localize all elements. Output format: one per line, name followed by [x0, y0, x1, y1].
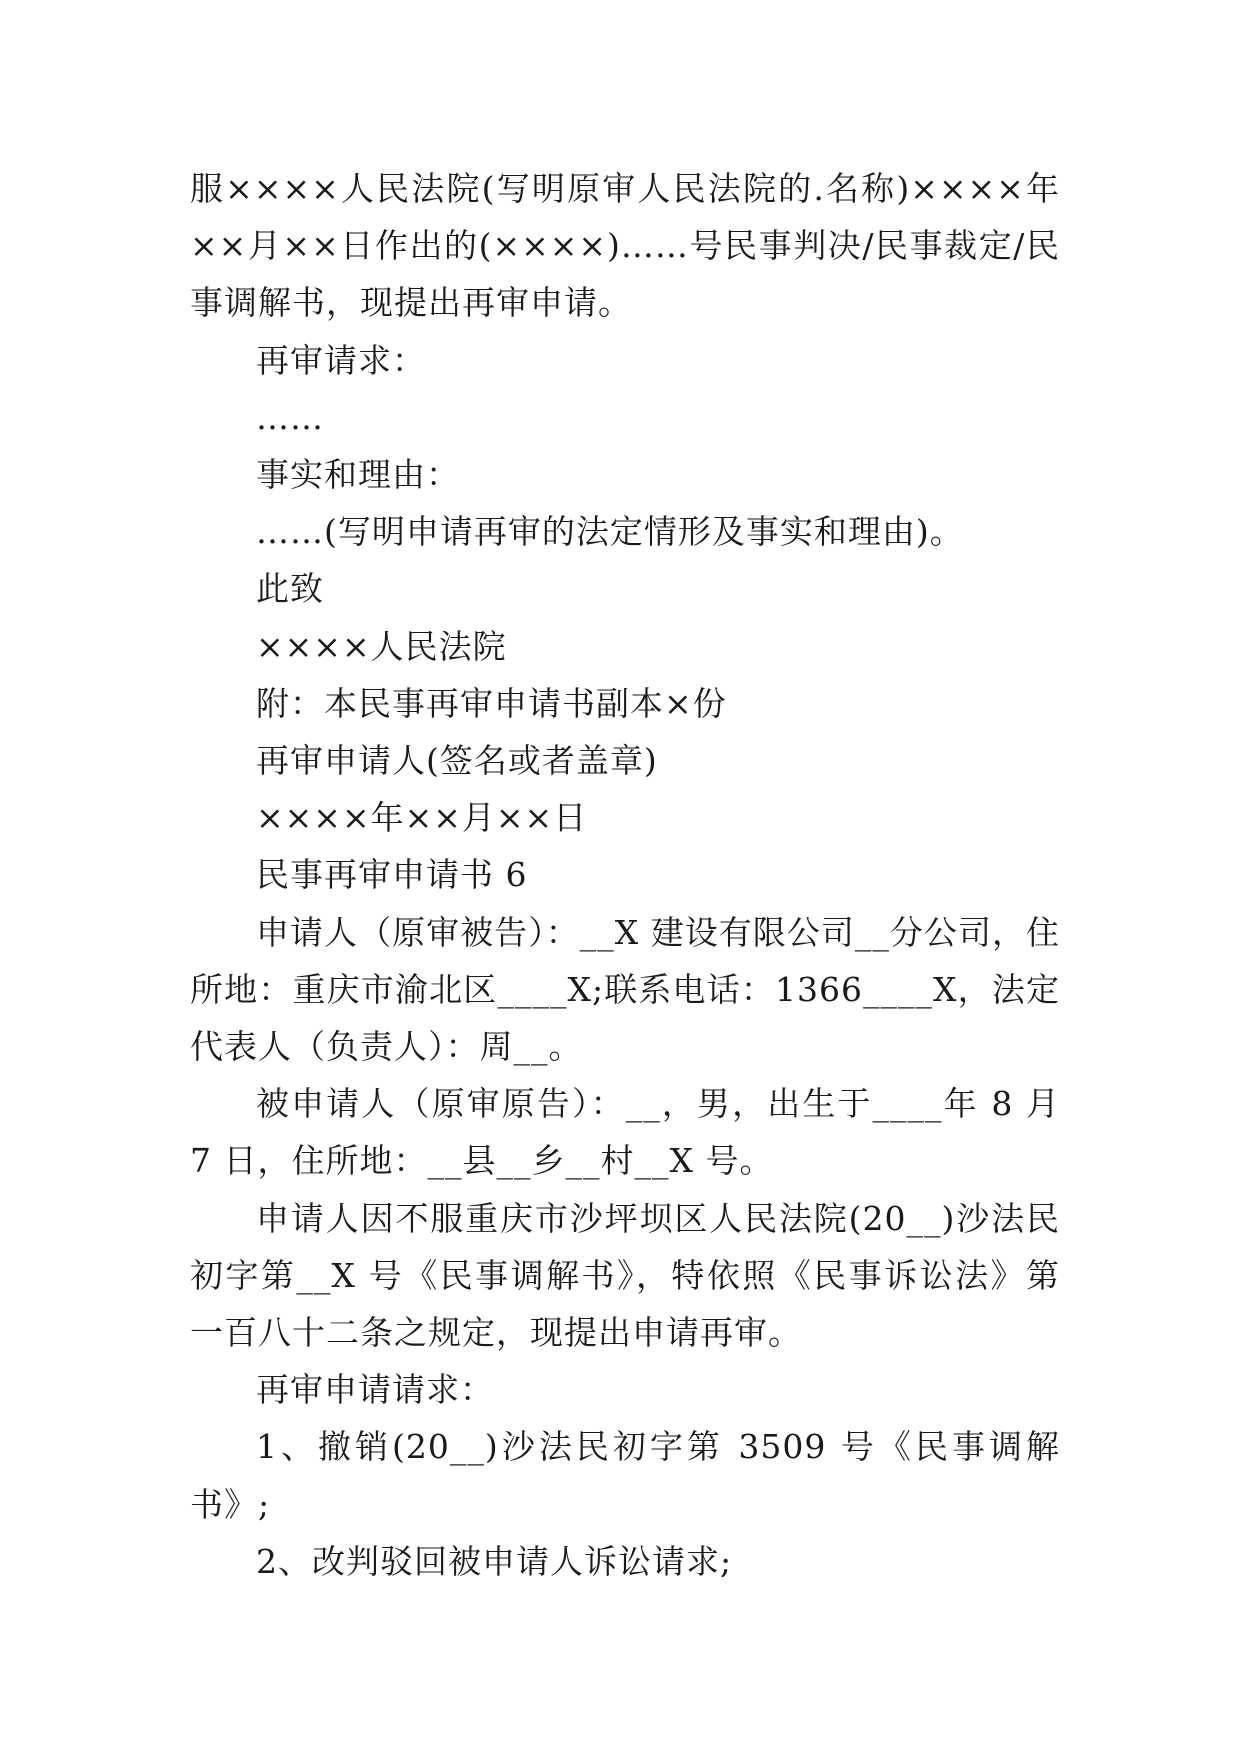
paragraph-respondent: 被申请人（原审原告）：__，男，出生于____年 8 月 7 日，住所地：__县__乡__村__X 号。 [190, 1084, 1072, 1181]
paragraph-salutation: 此致 [256, 569, 324, 609]
paragraph-facts-detail: ……(写明申请再审的法定情形及事实和理由)。 [256, 512, 964, 552]
paragraph-request-item-1: 1、撤销(20__)沙法民初字第 3509 号《民事调解书》; [190, 1427, 1060, 1524]
paragraph-court-name: ××××人民法院 [256, 626, 507, 666]
paragraph-signature: 再审申请人(签名或者盖章) [256, 741, 658, 781]
paragraph-reason: 申请人因不服重庆市沙坪坝区人民法院(20__)沙法民初字第__X 号《民事调解书》，特依照《民事诉讼法》第一百八十二条之规定，现提出申请再审。 [190, 1198, 1060, 1353]
paragraph-facts-heading: 事实和理由： [256, 455, 460, 495]
section-title: 民事再审申请书 6 [256, 855, 528, 895]
paragraph-request-item-2: 2、改判驳回被申请人诉讼请求; [256, 1541, 733, 1581]
paragraph-judgment-reference: 服××××人民法院(写明原审人民法院的.名称)××××年××月××日作出的(××××)……号民事判决/民事裁定/民事调解书，现提出再审申请。 [190, 169, 1060, 323]
paragraph-retrial-request-heading: 再审请求： [256, 340, 426, 380]
paragraph-request-heading: 再审申请请求： [256, 1370, 494, 1410]
document-body [190, 160, 1072, 1590]
paragraph-applicant: 申请人（原审被告）：__X 建设有限公司__分公司，住所地：重庆市渝北区____X;联系电话：1366____X，法定代表人（负责人）：周__。 [190, 912, 1060, 1067]
paragraph-attachment: 附：本民事再审申请书副本×份 [256, 683, 727, 723]
paragraph-date: ××××年××月××日 [256, 798, 588, 838]
paragraph-ellipsis: …… [256, 397, 324, 437]
